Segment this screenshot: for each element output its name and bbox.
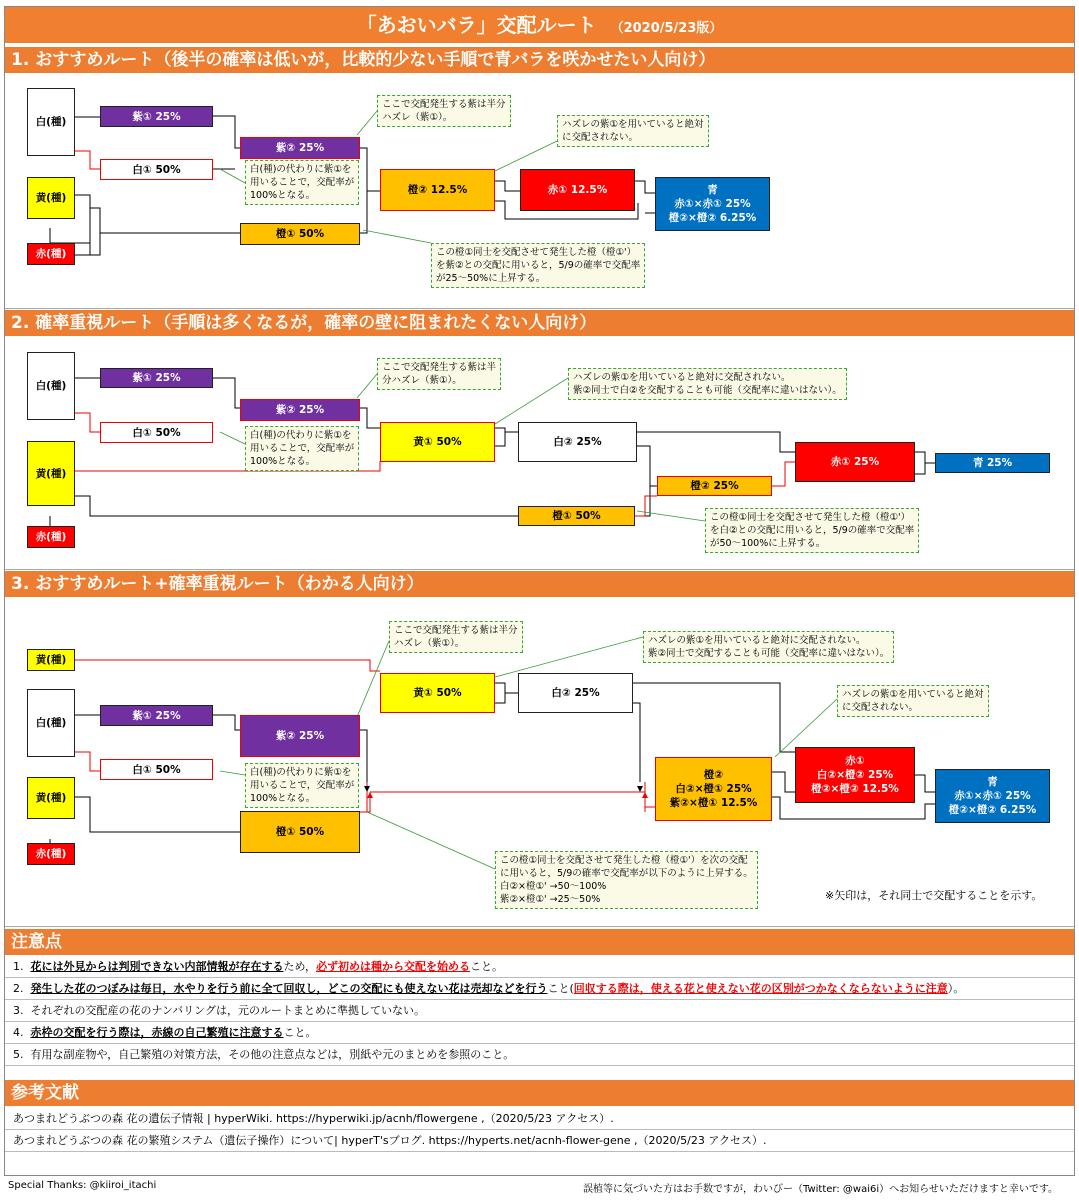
section-3-heading: 3. おすすめルート+確率重視ルート（わかる人向け） [5, 571, 1074, 597]
refs-heading: 参考文献 [5, 1080, 1074, 1106]
blue-box [935, 769, 1050, 823]
purple2-box: 紫② 25% [240, 399, 360, 421]
red1-line2: 橙②×橙② 12.5% [811, 783, 899, 795]
note-2a: ここで交配発生する紫は半 分ハズレ（紫①）。 [377, 358, 501, 390]
orange2-box: 橙② 12.5% [380, 169, 495, 211]
caution-number: 5. [13, 1048, 24, 1061]
caution-item [5, 1044, 1074, 1066]
caution-number: 4. [13, 1026, 24, 1039]
orange2-line1: 白②×橙① 25% [675, 783, 752, 795]
white-seed: 白(種) [27, 352, 75, 420]
blue-title: 青 [987, 776, 998, 788]
note-2d: この橙①同士を交配させて発生した橙（橙①'） を白②との交配に用いると，5/9の確率で交配率 が50～100%に上昇する。 [705, 508, 919, 553]
caution-item [5, 1000, 1074, 1022]
white2-box: 白② 25% [518, 673, 633, 713]
yellow1-box: 黄① 50% [380, 673, 495, 713]
caution-text: こと。 [470, 960, 504, 973]
cautions-list [5, 956, 1074, 1066]
white1-box: 白① 50% [100, 159, 213, 180]
yellow-seed-top: 黄(種) [27, 649, 75, 671]
blue-title: 青 [707, 184, 718, 196]
red-seed: 赤(種) [27, 526, 75, 548]
section-2-heading: 2. 確率重視ルート（手順は多くなるが，確率の壁に阻まれたくない人向け） [5, 310, 1074, 336]
note-3b: ハズレの紫①を用いていると絶対に交配されない。 紫②同士で交配することも可能（交配率に違いはない）。 [643, 631, 894, 663]
caution-text: 有用な副産物や，自己繁殖の対策方法，その他の注意点などは，別紙や元のまとめを参照のこと。 [30, 1048, 515, 1061]
white-seed: 白(種) [27, 689, 75, 757]
blue-box [655, 177, 770, 231]
red1-title: 赤① [845, 755, 865, 767]
caution-text: それぞれの交配産の花のナンバリングは，元のルートまとめに準拠していない。 [30, 1004, 425, 1017]
orange1-box: 橙① 50% [518, 506, 635, 526]
red1-line1: 白②×橙② 25% [816, 769, 894, 781]
caution-number: 2. [13, 982, 24, 995]
note-1a: ここで交配発生する紫は半分 ハズレ（紫①）。 [377, 95, 511, 127]
caution-emphasis: 花には外見からは判別できない内部情報が存在する [30, 960, 284, 973]
version-text: （2020/5/23版） [610, 21, 723, 36]
orange1-box: 橙① 50% [240, 223, 360, 245]
note-3e: この橙①同士を交配させて発生した橙（橙①'）を次の交配 に用いると，5/9の確率で交配率が以下のように上昇する。 白②×橙①' →50～100% 紫②×橙①' →25～50% [495, 851, 758, 909]
blue-line2: 橙②×橙② 6.25% [668, 212, 757, 224]
title-text: 「あおいバラ」交配ルート [356, 13, 597, 37]
caution-warning: 必ず初めは種から交配を始める [316, 960, 471, 973]
red1-box [795, 747, 915, 803]
blue-line2: 橙②×橙② 6.25% [948, 804, 1037, 816]
arrow-note: ※矢印は，それ同士で交配することを示す。 [825, 889, 1043, 902]
orange2-title: 橙② [703, 769, 724, 781]
white1-box: 白① 50% [100, 422, 213, 443]
caution-text: ）。 [947, 982, 965, 995]
section-1-panel [5, 73, 1074, 309]
white1-box: 白① 50% [100, 759, 213, 780]
red1-box: 赤① 12.5% [520, 169, 635, 211]
caution-number: 3. [13, 1004, 24, 1017]
red-seed: 赤(種) [27, 843, 75, 865]
white-seed: 白(種) [27, 88, 75, 156]
blue-line1: 赤①×赤① 25% [674, 198, 751, 210]
orange2-box [655, 757, 772, 821]
blue-line1: 赤①×赤① 25% [954, 790, 1031, 802]
red-seed: 赤(種) [27, 243, 75, 265]
refs-list [5, 1108, 1074, 1152]
purple1-box: 紫① 25% [100, 368, 213, 388]
purple2-box: 紫② 25% [240, 715, 360, 757]
caution-item [5, 978, 1074, 1000]
footer-thanks: Special Thanks: @kiiroi_itachi [8, 1180, 157, 1191]
caution-emphasis: 発生した花のつぼみは毎日，水やりを行う前に全て回収し，どこの交配にも使えない花は売却などを行う [30, 982, 548, 995]
note-3a: ここで交配発生する紫は半分 ハズレ（紫①）。 [389, 621, 523, 653]
orange2-box: 橙② 25% [657, 476, 772, 496]
yellow-seed: 黄(種) [27, 777, 75, 819]
caution-warning: 回収する際は，使える花と使えない花の区別がつかなくならないように注意 [573, 982, 948, 995]
footer-contact: 誤植等に気づいた方はお手数ですが，わいびー（Twitter: @wai6i）へお知らせいただけますと幸いです。 [583, 1184, 1059, 1195]
purple1-box: 紫① 25% [100, 106, 213, 127]
white2-box: 白② 25% [518, 422, 637, 462]
purple2-box: 紫② 25% [240, 137, 360, 159]
caution-item [5, 1022, 1074, 1044]
yellow-seed: 黄(種) [27, 441, 75, 506]
red1-box: 赤① 25% [795, 442, 915, 482]
note-3c: ハズレの紫①を用いていると絶対 に交配されない。 [837, 685, 989, 717]
note-1c: 白(種)の代わりに紫①を 用いることで，交配率が 100%となる。 [245, 160, 359, 205]
page-title [5, 7, 1074, 43]
note-2b: ハズレの紫①を用いていると絶対に交配されない。 紫②同士で白②を交配することも可能（交配率に違いはない）。 [568, 368, 847, 400]
caution-item [5, 956, 1074, 978]
note-1b: ハズレの紫①を用いていると絶対 に交配されない。 [557, 115, 709, 147]
purple1-box: 紫① 25% [100, 705, 213, 726]
caution-text: こと。 [283, 1026, 317, 1039]
note-3d: 白(種)の代わりに紫①を 用いることで，交配率が 100%となる。 [245, 763, 359, 808]
ref-item: あつまれどうぶつの森 花の遺伝子情報 | hyperWiki. https://hyperwiki.jp/acnh/flowergene ,（2020/5/23 アクセス）. [5, 1108, 1074, 1130]
note-1d: この橙①同士を交配させて発生した橙（橙①'） を紫②との交配に用いると，5/9の確率で交配率 が25～50%に上昇する。 [431, 243, 645, 288]
section-2-panel [5, 336, 1074, 570]
orange2-line2: 紫②×橙① 12.5% [669, 797, 758, 809]
yellow1-box: 黄① 50% [380, 422, 495, 462]
blue-box: 青 25% [935, 453, 1050, 473]
ref-item: あつまれどうぶつの森 花の繁殖システム（遺伝子操作）について| hyperT'sブログ. https://hyperts.net/acnh-flower-gene ,（2020/5/23 アクセス）. [5, 1130, 1074, 1152]
orange1-box: 橙① 50% [240, 811, 360, 853]
caution-emphasis: 赤枠の交配を行う際は，赤線の自己繁殖に注意する [30, 1026, 284, 1039]
note-2c: 白(種)の代わりに紫①を 用いることで，交配率が 100%となる。 [245, 426, 359, 471]
yellow-seed: 黄(種) [27, 177, 75, 219]
section-1-heading: 1. おすすめルート（後半の確率は低いが，比較的少ない手順で青バラを咲かせたい人向け） [5, 47, 1074, 73]
caution-number: 1. [13, 960, 24, 973]
cautions-heading: 注意点 [5, 929, 1074, 955]
caution-text: ため， [283, 960, 317, 973]
section-3-panel [5, 597, 1074, 927]
caution-text: こと( [547, 982, 574, 995]
